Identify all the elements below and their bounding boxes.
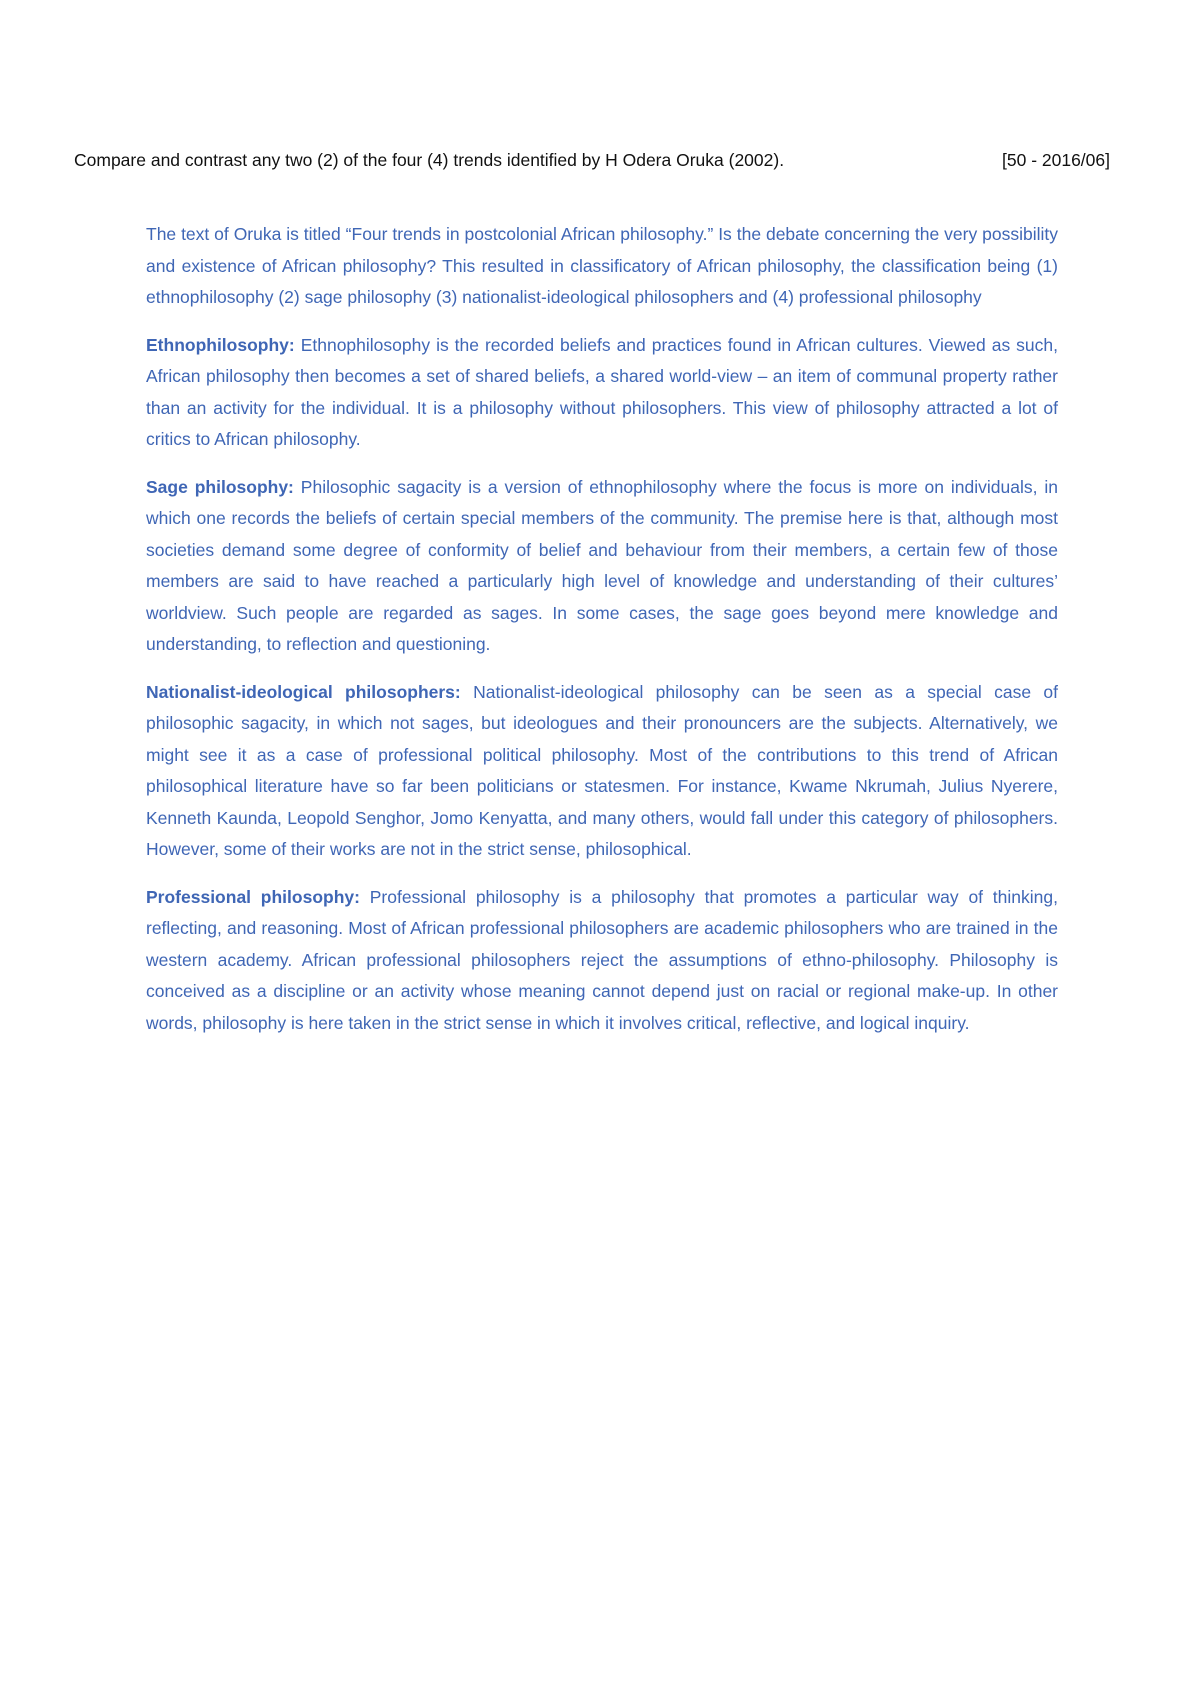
section-body: Philosophic sagacity is a version of ethnophilosophy where the focus is more on individuals, in which one records the beliefs of certain special members of the community. The premise here is that, although most societies demand some degree of conformity of belief and behaviour from their members, a certain few of those members are said to have reached a particularly high level of knowledge and understanding of their cultures’ worldview. Such people are regarded as sages. In some cases, the sage goes beyond mere knowledge and understanding, to reflection and questioning. — [146, 476, 1058, 654]
section-sage-philosophy — [146, 472, 1058, 661]
section-ethnophilosophy — [146, 330, 1058, 456]
section-nationalist-ideological — [146, 677, 1058, 866]
section-body: Ethnophilosophy is the recorded beliefs and practices found in African cultures. Viewed as such, African philosophy then becomes a set of shared beliefs, a shared world-view – an item of communal property rather than an activity for the individual. It is a philosophy without philosophers. This view of philosophy attracted a lot of critics to African philosophy. — [146, 334, 1058, 449]
section-heading: Nationalist-ideological philosophers: — [146, 681, 461, 702]
section-professional-philosophy — [146, 882, 1058, 1040]
answer-body — [146, 219, 1058, 1055]
intro-paragraph: The text of Oruka is titled “Four trends in postcolonial African philosophy.” Is the debate concerning the very possibility and existence of African philosophy? This resulted in classificatory of African philosophy, the classification being (1) ethnophilosophy (2) sage philosophy (3) nationalist-ideological philosophers and (4) professional philosophy — [146, 224, 1058, 307]
section-heading: Professional philosophy: — [146, 886, 360, 907]
question-line — [74, 146, 1110, 174]
section-heading: Ethnophilosophy: — [146, 334, 295, 355]
question-text: Compare and contrast any two (2) of the four (4) trends identified by H Odera Oruka (2002). — [74, 150, 785, 170]
section-heading: Sage philosophy: — [146, 476, 294, 497]
section-body: Nationalist-ideological philosophy can be seen as a special case of philosophic sagacity, in which not sages, but ideologues and their pronouncers are the subjects. Alternatively, we might see it as a case of professional political philosophy. Most of the contributions to this trend of African philosophical literature have so far been politicians or statesmen. For instance, Kwame Nkrumah, Julius Nyerere, Kenneth Kaunda, Leopold Senghor, Jomo Kenyatta, and many others, would fall under this category of philosophers. However, some of their works are not in the strict sense, philosophical. — [146, 681, 1059, 859]
section-body: Professional philosophy is a philosophy that promotes a particular way of thinking, reflecting, and reasoning. Most of African professional philosophers are academic philosophers who are trained in the western academy. African professional philosophers reject the assumptions of ethno-philosophy. Philosophy is conceived as a discipline or an activity whose meaning cannot depend just on racial or regional make-up. In other words, philosophy is here taken in the strict sense in which it involves critical, reflective, and logical inquiry. — [146, 886, 1058, 1033]
question-reference: [50 - 2016/06] — [1002, 150, 1110, 170]
